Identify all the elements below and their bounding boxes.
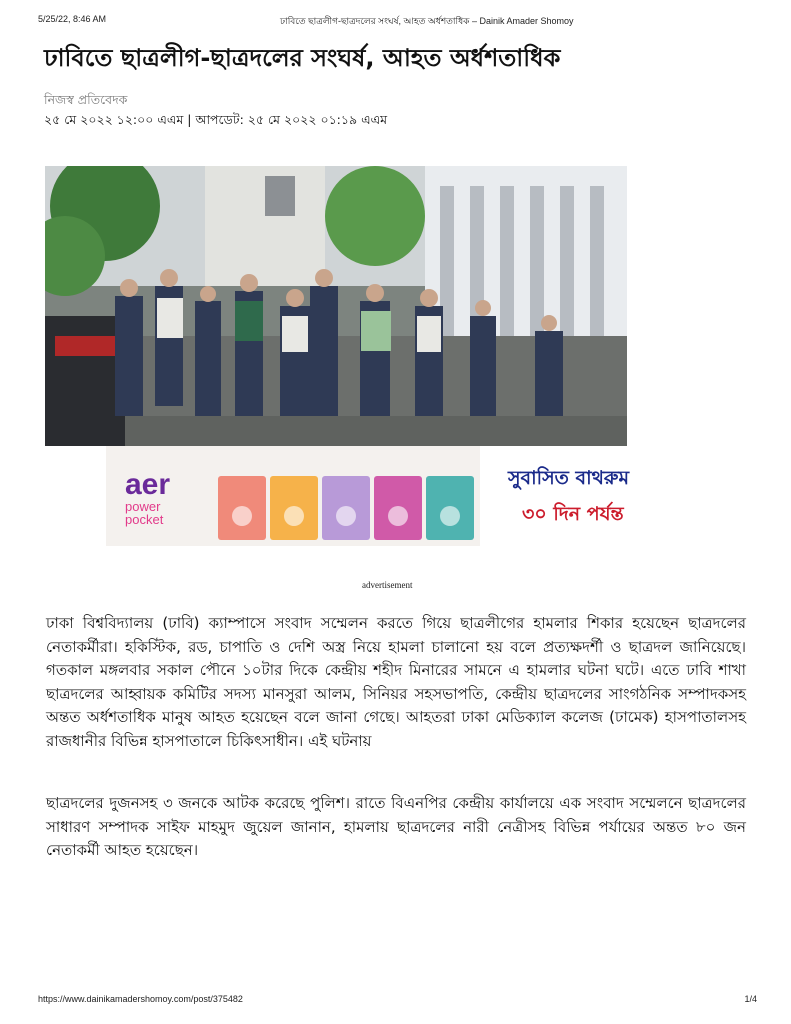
print-page-number: 1/4 (744, 994, 757, 1004)
article-headline: ঢাবিতে ছাত্রলীগ-ছাত্রদলের সংঘর্ষ, আহত অর্ধশতাধিক (44, 44, 561, 72)
article-dateline: ২৫ মে ২০২২ ১২:০০ এএম | আপডেট: ২৫ মে ২০২২ ০১:১৯ এএম (44, 112, 388, 127)
print-url: https://www.dainikamadershomoy.com/post/375482 (38, 994, 243, 1004)
aer-product-line2: pocket (125, 512, 164, 527)
ad-tagline-line1: সুবাসিত বাথরুম (508, 467, 630, 489)
ad-product-packs[interactable] (218, 474, 480, 542)
advertisement-label: advertisement (362, 580, 413, 590)
aer-product-line1: power (125, 499, 161, 514)
ad-tagline-line2: ৩০ দিন পর্যন্ত (522, 503, 624, 525)
aer-brand: aer (125, 468, 171, 501)
article-paragraph: ছাত্রদলের দুজনসহ ৩ জনকে আটক করেছে পুলিশ। রাতে বিএনপির কেন্দ্রীয় কার্যালয়ে এক সংবাদ সম্মেলনে ছাত্রদলের সাধারণ সম্পাদক সাইফ মাহমুদ জুয়েল জানান, হামলায় ছাত্রদলের নারী নেত্রীসহ বিভিন্ন পর্যায়ের অন্তত ৮০ জন নেতাকর্মী আহত হয়েছেন। (46, 794, 746, 859)
article-byline[interactable]: নিজস্ব প্রতিবেদক (44, 92, 128, 107)
print-datetime: 5/25/22, 8:46 AM (38, 14, 107, 24)
print-page-title: ঢাবিতে ছাত্রলীগ-ছাত্রদলের সংঘর্ষ, আহত অর্ধশতাধিক – Dainik Amader Shomoy (280, 16, 574, 26)
article-paragraph: ঢাকা বিশ্ববিদ্যালয় (ঢাবি) ক্যাম্পাসে সংবাদ সম্মেলন করতে গিয়ে ছাত্রলীগের হামলার শিকার হয়েছেন ছাত্রদলের নেতাকর্মীরা। হকিস্টিক, রড, চাপাতি ও দেশি অস্ত্র নিয়ে হামলা চালানো হয় বলে প্রত্যক্ষদর্শী ও ছাত্রদল জানিয়েছে। গতকাল মঙ্গলবার সকাল পৌনে ১০টার দিকে কেন্দ্রীয় শহীদ মিনারের সামনে এ হামলার ঘটনা ঘটে। এতে ঢাবি শাখা ছাত্রদলের আহ্বায়ক কমিটির সদস্য মানসুরা আলম, সিনিয়র সহসভাপতি, কেন্দ্রীয় ছাত্রদলের সাংগঠনিক সম্পাদকসহ অন্তত অর্ধশতাধিক মানুষ আহত হয়েছেন বলে জানা গেছে। আহতরা ঢাকা মেডিক্যাল কলেজ (ঢামেক) হাসপাতালসহ রাজধানীর বিভিন্ন হাসপাতালে চিকিৎসাধীন। এই ঘটনায় (46, 614, 746, 750)
article-photo (45, 166, 627, 446)
aer-logo[interactable] (125, 470, 170, 526)
